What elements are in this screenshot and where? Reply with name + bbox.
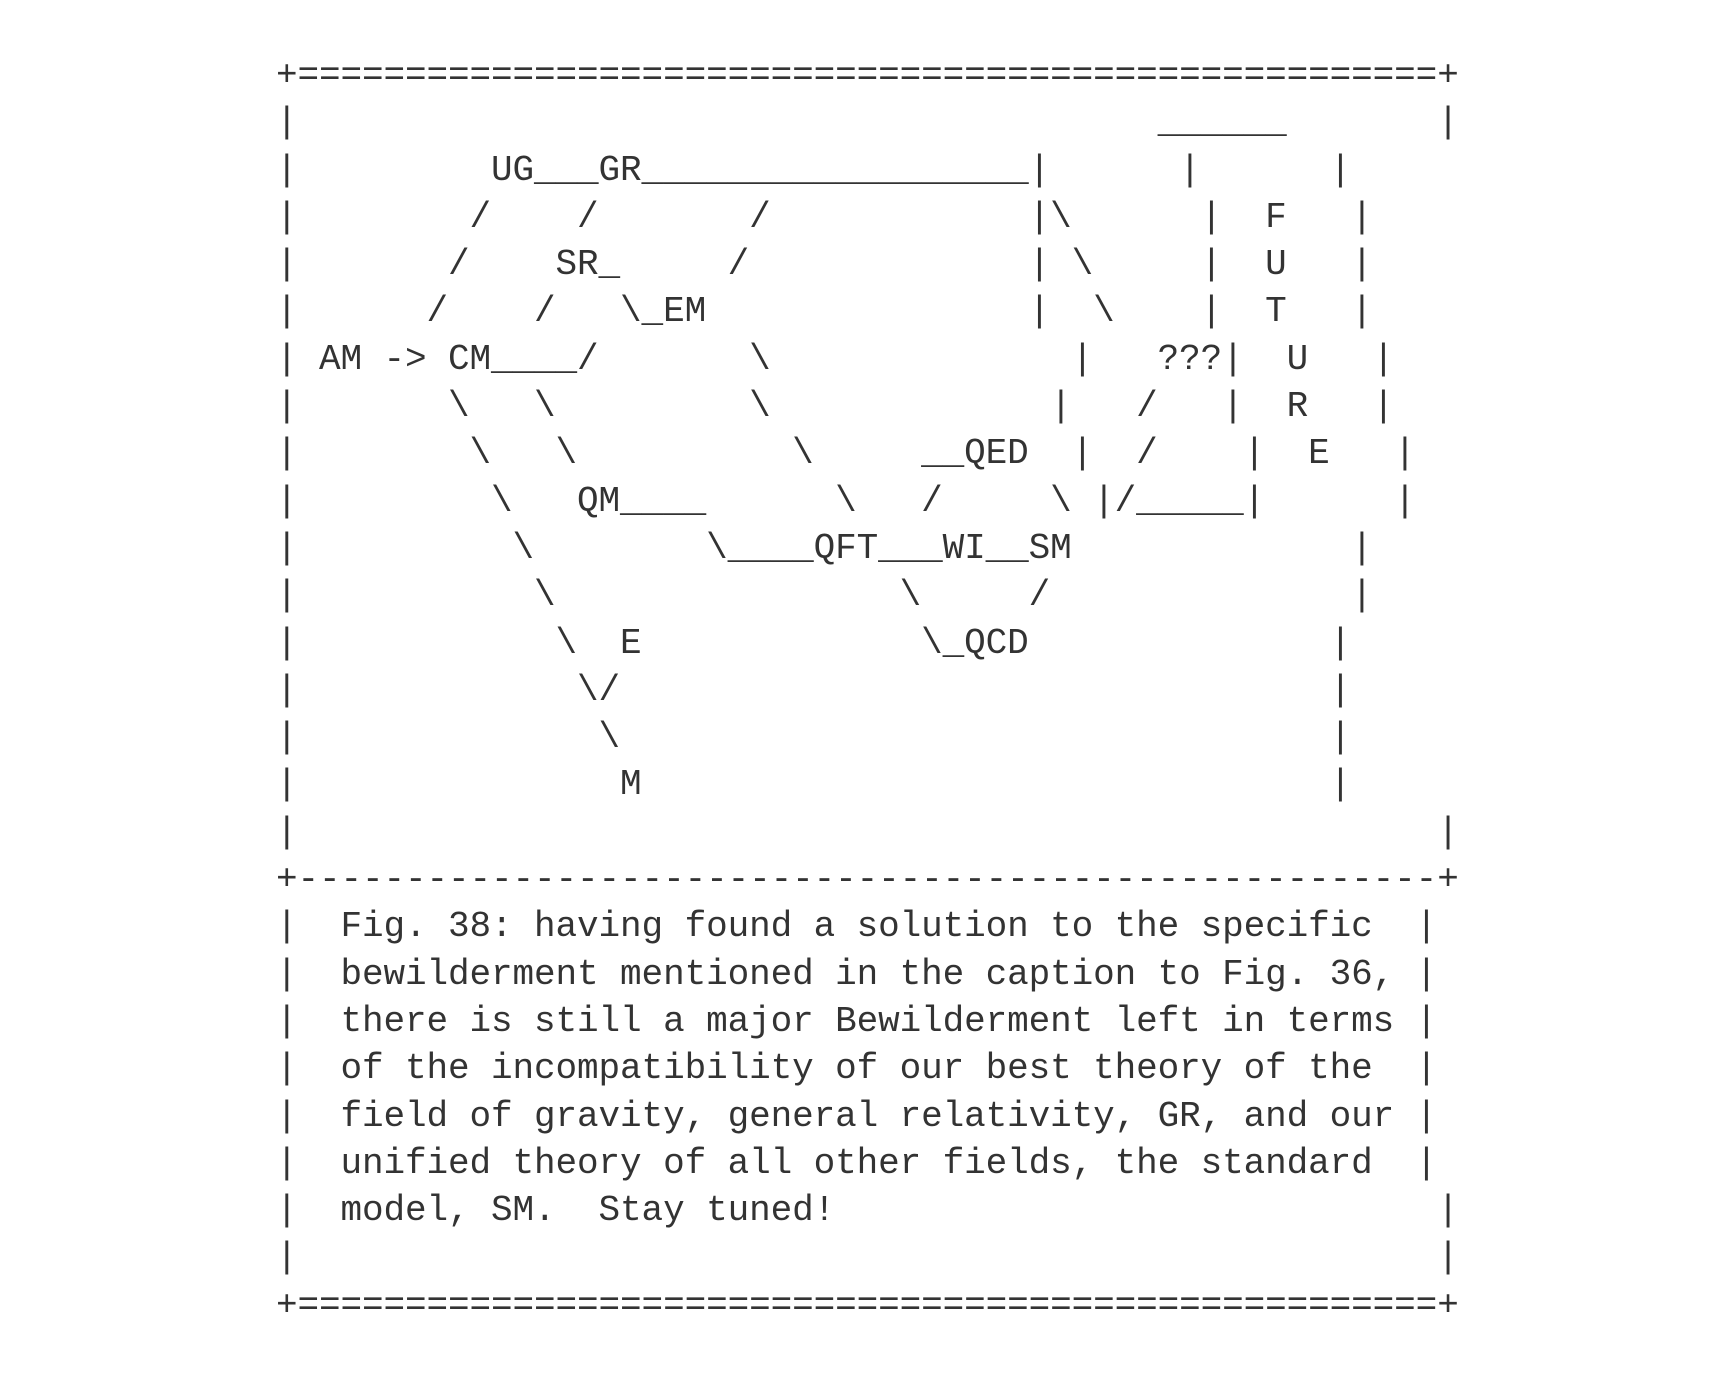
- figure-line: | |: [276, 1237, 1459, 1279]
- figure-line: | UG___GR__________________| | |: [276, 149, 1352, 191]
- figure-line: | model, SM. Stay tuned! |: [276, 1190, 1459, 1232]
- figure-line: | / / \_EM | \ | T |: [276, 291, 1373, 333]
- figure-line: | Fig. 38: having found a solution to the specific |: [276, 906, 1438, 948]
- figure-line: | \/ |: [276, 669, 1352, 711]
- figure-line: | \ \ / |: [276, 575, 1373, 617]
- figure-line: | \ \ \ | / | R |: [276, 386, 1395, 428]
- figure-line: +=====================================================+: [276, 55, 1459, 96]
- figure-line: | bewilderment mentioned in the caption to Fig. 36, |: [276, 953, 1438, 995]
- figure-line: | \ |: [276, 717, 1352, 759]
- ascii-figure: [276, 52, 1459, 1329]
- figure-line: | there is still a major Bewilderment left in terms |: [276, 1000, 1438, 1042]
- figure-line: | \ QM____ \ / \ |/_____| |: [276, 480, 1416, 522]
- figure-line: | M |: [276, 764, 1352, 806]
- figure-line: | unified theory of all other fields, the standard |: [276, 1142, 1438, 1184]
- figure-line: | / / / |\ | F |: [276, 196, 1373, 238]
- figure-line: | \ \ \ __QED | / | E |: [276, 433, 1416, 475]
- figure-line: | AM -> CM____/ \ | ???| U |: [276, 338, 1395, 380]
- figure-line: | \ E \_QCD |: [276, 622, 1352, 664]
- figure-line: +=====================================================+: [276, 1284, 1459, 1326]
- figure-line: | \ \____QFT___WI__SM |: [276, 527, 1373, 569]
- figure-line: | |: [276, 811, 1459, 853]
- figure-line: | of the incompatibility of our best theory of the |: [276, 1048, 1438, 1090]
- figure-line: | ______ |: [276, 102, 1459, 144]
- figure-line: | field of gravity, general relativity, GR, and our |: [276, 1095, 1438, 1137]
- figure-line: | / SR_ / | \ | U |: [276, 244, 1373, 286]
- figure-line: +-----------------------------------------------------+: [276, 859, 1459, 901]
